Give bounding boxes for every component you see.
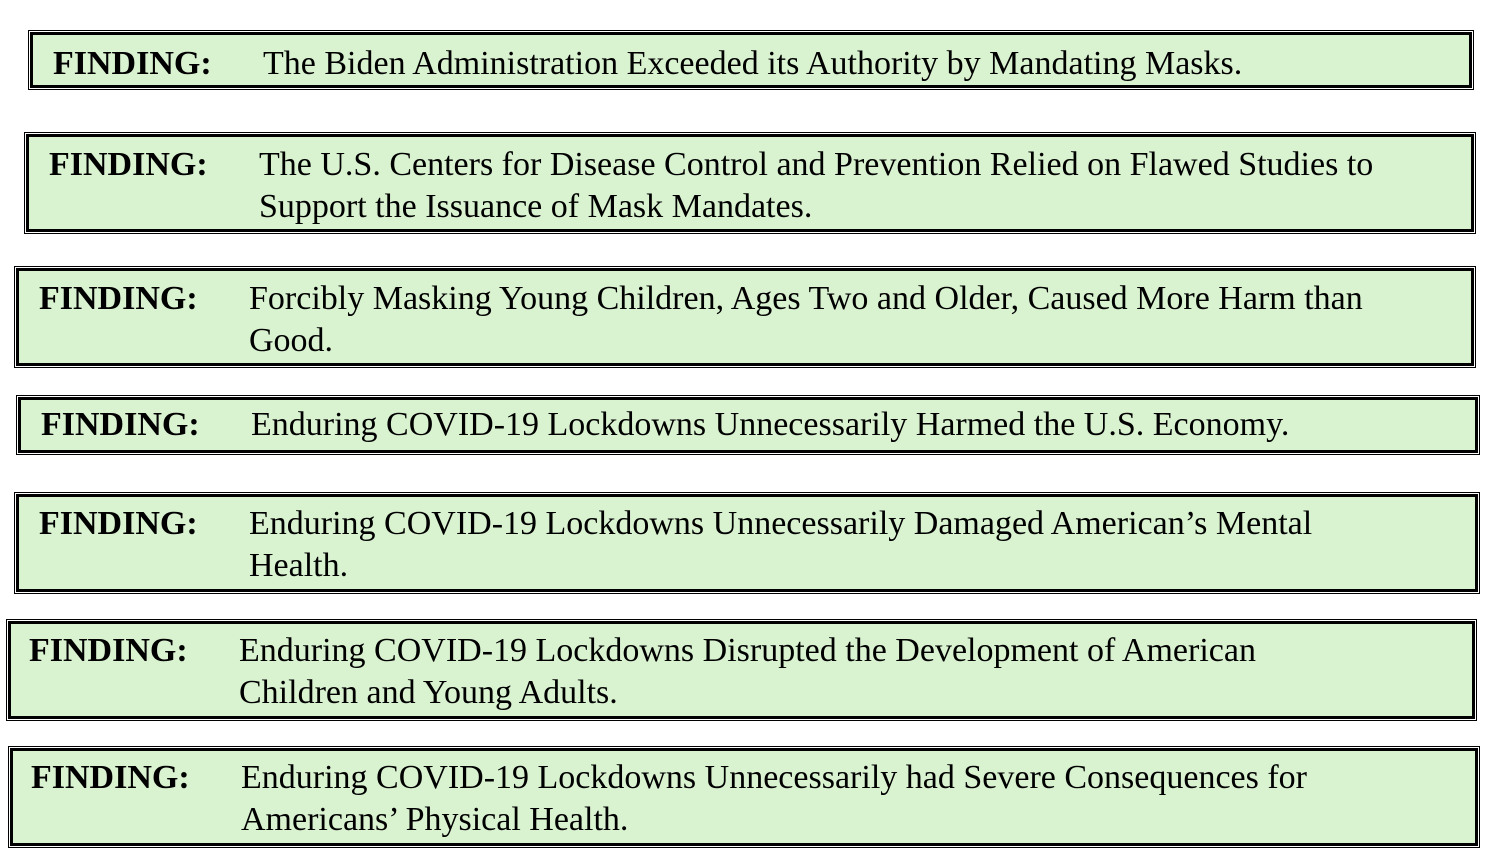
finding-label: FINDING: — [31, 759, 190, 796]
finding-text: Enduring COVID-19 Lockdowns Disrupted the Development of American Children and Young Adults. — [239, 632, 1256, 711]
finding-text: Enduring COVID-19 Lockdowns Unnecessarily Damaged American’s Mental Health. — [249, 505, 1313, 584]
finding-text: The Biden Administration Exceeded its Authority by Mandating Masks. — [263, 45, 1243, 82]
finding-label: FINDING: — [29, 632, 188, 669]
finding-label: FINDING: — [39, 280, 198, 317]
finding-label: FINDING: — [49, 146, 208, 183]
finding-box-masking-children — [16, 268, 1474, 366]
finding-label: FINDING: — [53, 45, 212, 82]
finding-box-lockdowns-physical-health — [10, 748, 1478, 846]
finding-label: FINDING: — [41, 406, 200, 443]
finding-box-mask-mandate-authority — [30, 32, 1472, 88]
finding-box-lockdowns-development — [8, 621, 1475, 719]
finding-text: The U.S. Centers for Disease Control and Prevention Relied on Flawed Studies to Support the Issuance of Mask Mandates. — [259, 146, 1374, 225]
finding-text: Enduring COVID-19 Lockdowns Unnecessarily Harmed the U.S. Economy. — [251, 406, 1290, 443]
finding-box-lockdowns-mental-health — [16, 494, 1478, 592]
finding-label: FINDING: — [39, 505, 198, 542]
finding-box-cdc-flawed-studies — [26, 134, 1474, 232]
finding-text: Forcibly Masking Young Children, Ages Two and Older, Caused More Harm than Good. — [249, 280, 1363, 359]
finding-text: Enduring COVID-19 Lockdowns Unnecessarily had Severe Consequences for Americans’ Physical Health. — [241, 759, 1308, 838]
finding-box-lockdowns-economy — [18, 397, 1478, 453]
